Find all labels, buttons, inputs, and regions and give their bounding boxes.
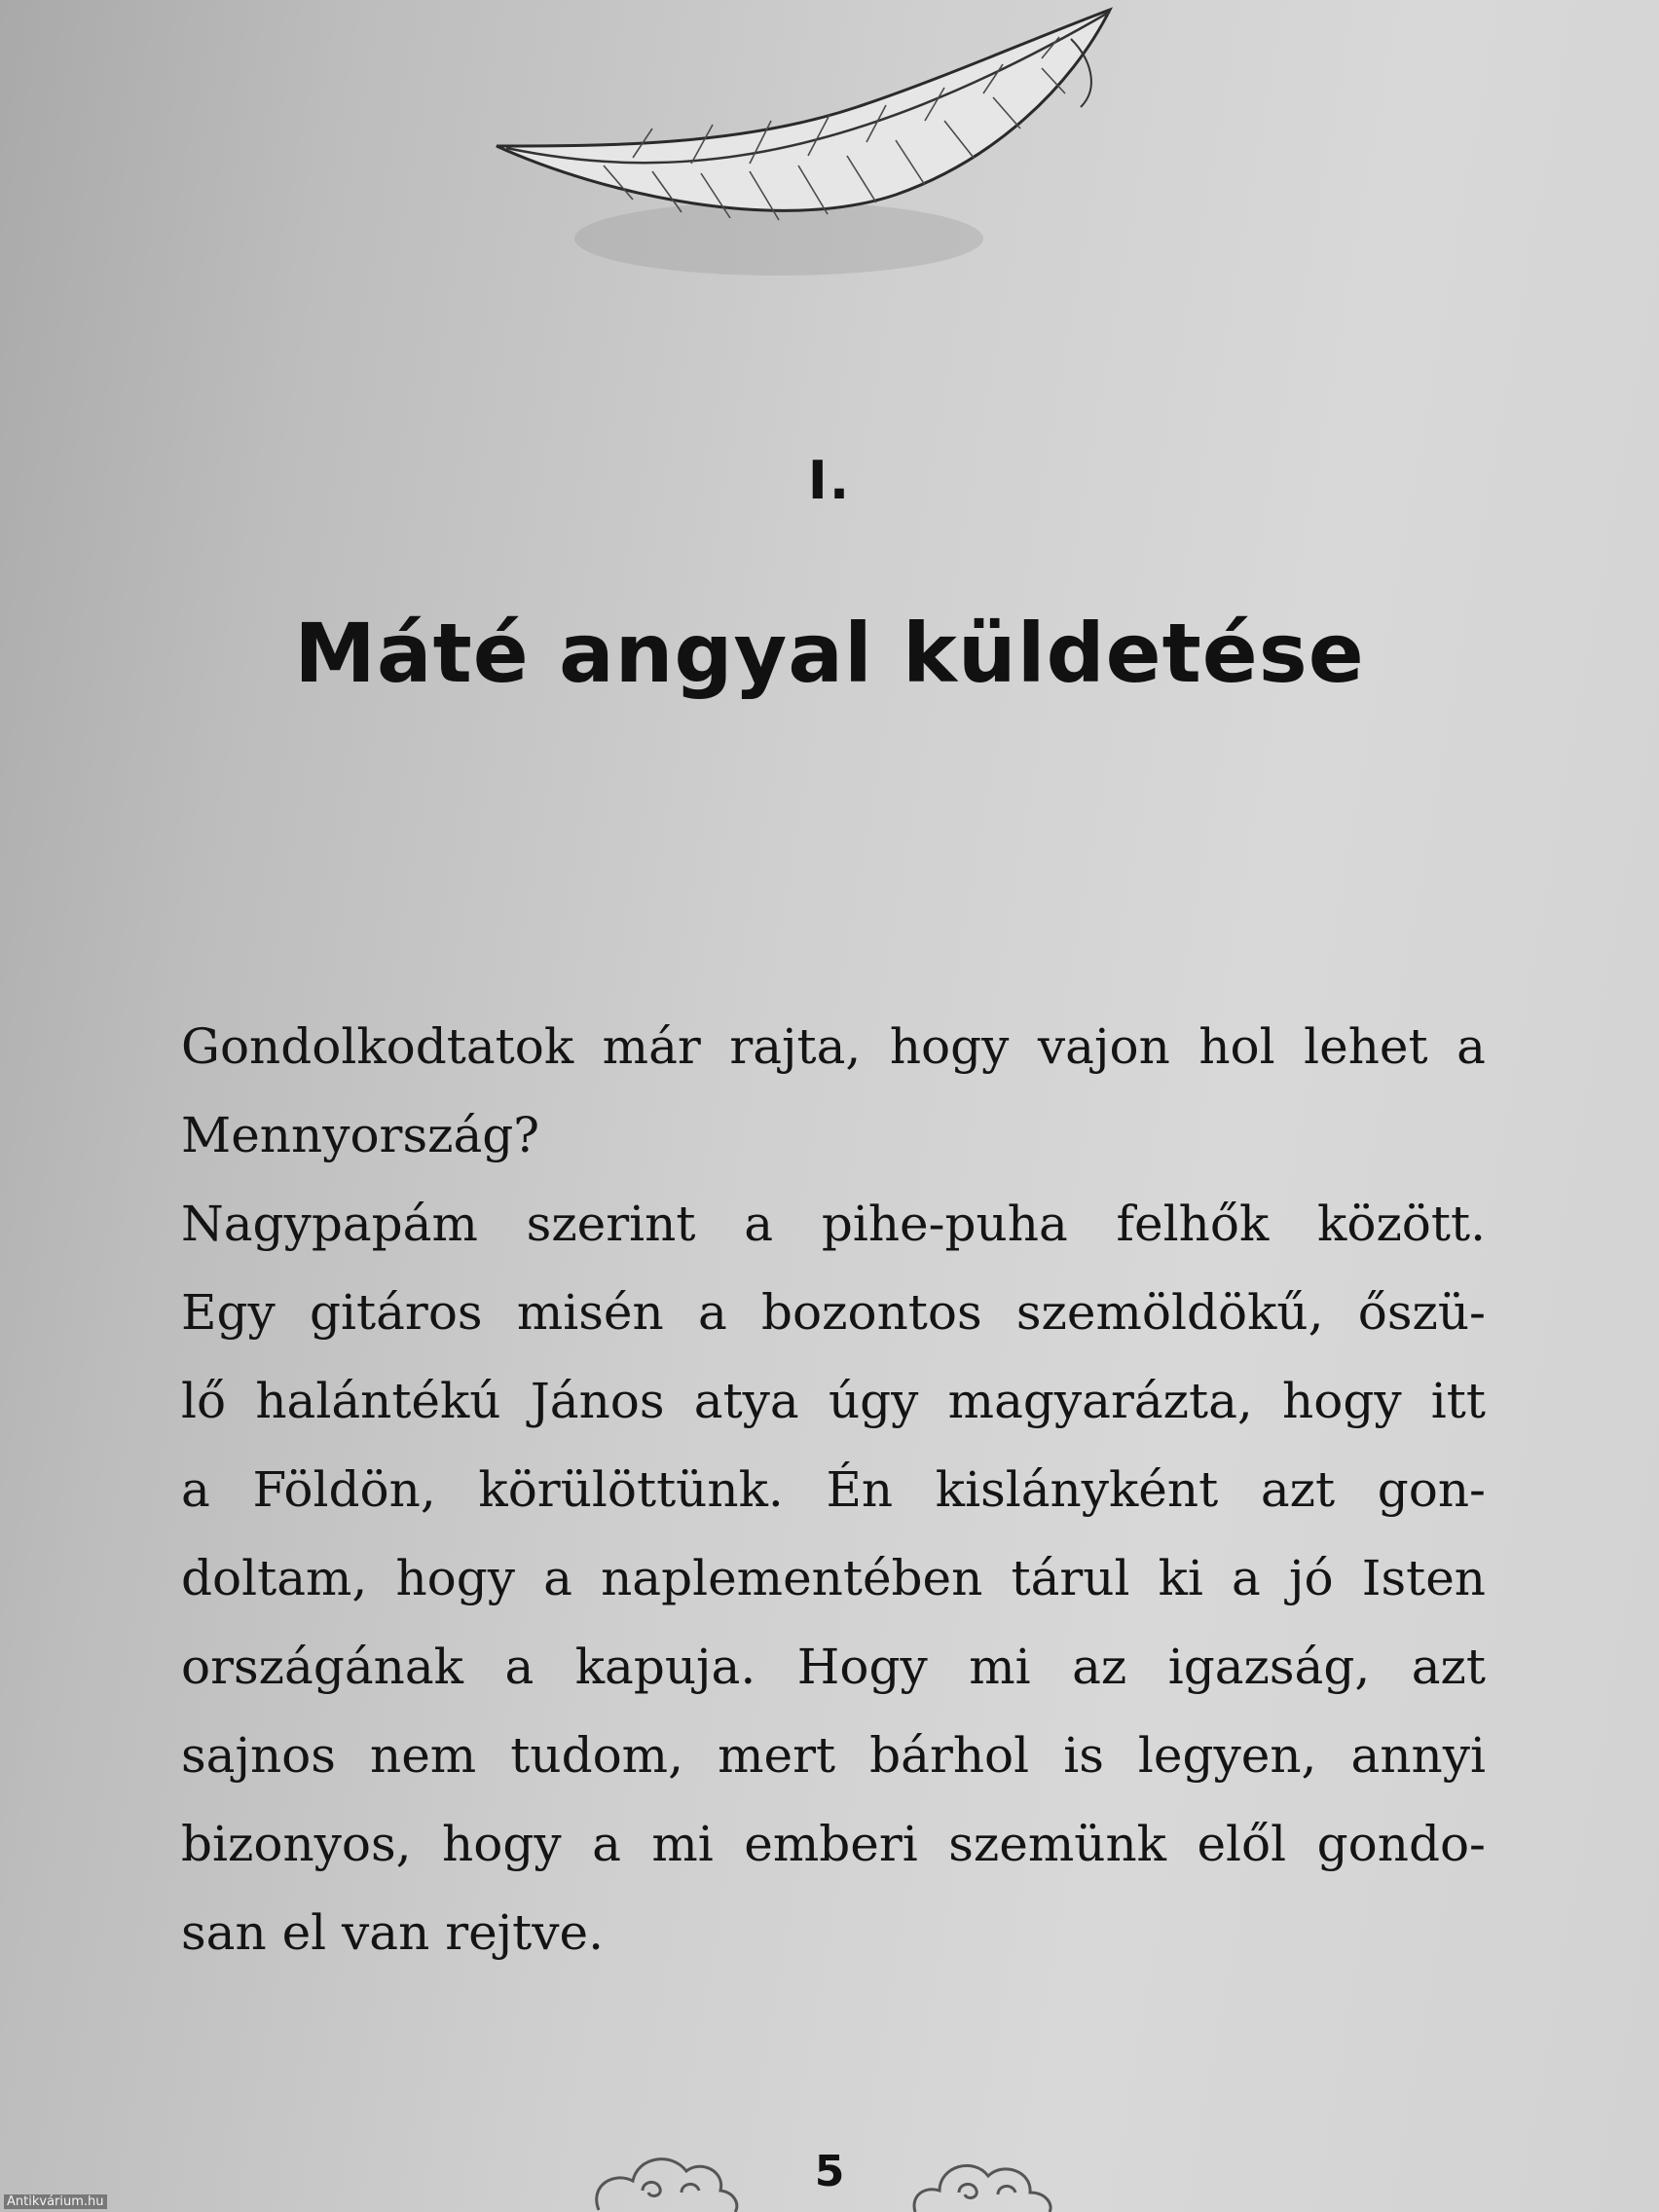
- text-line: [181, 1446, 1486, 1534]
- word: hogy: [1282, 1373, 1402, 1429]
- word: felhők: [1116, 1196, 1270, 1252]
- word: Én: [826, 1461, 894, 1518]
- word: tárul: [1011, 1550, 1130, 1606]
- word: Nagypapám: [181, 1196, 478, 1252]
- text-line: [181, 1180, 1486, 1269]
- word: hogy: [442, 1816, 562, 1872]
- word: a: [592, 1816, 621, 1872]
- word: sajnos: [181, 1727, 336, 1784]
- word: Hogy: [796, 1639, 928, 1695]
- word: legyen,: [1137, 1727, 1317, 1784]
- word: az: [1072, 1639, 1127, 1695]
- word: már: [602, 1018, 701, 1075]
- word: itt: [1430, 1373, 1486, 1429]
- word: naplementében: [601, 1550, 983, 1606]
- word: magyarázta,: [947, 1373, 1253, 1429]
- word: lehet: [1304, 1018, 1428, 1075]
- word: gitáros: [310, 1284, 483, 1341]
- word: igazság,: [1167, 1639, 1371, 1695]
- word: mi: [651, 1816, 714, 1872]
- text-line: [181, 1534, 1486, 1623]
- word: körülöttünk.: [478, 1461, 784, 1518]
- chapter-body-text: [181, 1003, 1486, 1977]
- text-line: san el van rejtve.: [181, 1904, 605, 1961]
- word: hogy: [395, 1550, 515, 1606]
- word: János: [530, 1373, 665, 1429]
- word: ki: [1158, 1550, 1203, 1606]
- word: tudom,: [510, 1727, 683, 1784]
- word: hogy: [889, 1018, 1010, 1075]
- word: emberi: [744, 1816, 918, 1872]
- word: Egy: [181, 1284, 276, 1341]
- chapter-number: I.: [807, 450, 852, 511]
- word: hol: [1198, 1018, 1275, 1075]
- word: úgy: [828, 1373, 919, 1429]
- word: doltam,: [181, 1550, 368, 1606]
- word: országának: [181, 1639, 463, 1695]
- word: bizonyos,: [181, 1816, 412, 1872]
- word: mert: [718, 1727, 836, 1784]
- word: szerint: [526, 1196, 696, 1252]
- word: a: [1232, 1550, 1261, 1606]
- word: annyi: [1350, 1727, 1486, 1784]
- page-number: 5: [814, 2147, 845, 2196]
- word: szemöldökű,: [1015, 1284, 1324, 1341]
- word: a: [744, 1196, 774, 1252]
- word: szemünk: [948, 1816, 1166, 1872]
- text-line: [181, 1269, 1486, 1357]
- word: azt: [1411, 1639, 1486, 1695]
- word: bozontos: [761, 1284, 982, 1341]
- word: azt: [1260, 1461, 1336, 1518]
- word: a: [181, 1461, 210, 1518]
- word: pihe-puha: [821, 1196, 1068, 1252]
- word: is: [1063, 1727, 1104, 1784]
- text-line: Mennyország?: [181, 1107, 540, 1163]
- word: kislányként: [935, 1461, 1219, 1518]
- word: között.: [1317, 1196, 1486, 1252]
- chapter-title: Máté angyal küldetése: [294, 606, 1365, 701]
- word: misén: [516, 1284, 664, 1341]
- word: a: [1456, 1018, 1486, 1075]
- word: atya: [693, 1373, 799, 1429]
- text-line: [181, 1003, 1486, 1091]
- watermark-text: Antikvárium.hu: [4, 2194, 107, 2209]
- word: rajta,: [729, 1018, 862, 1075]
- text-line: [181, 1800, 1486, 1889]
- word: a: [543, 1550, 572, 1606]
- text-line: [181, 1623, 1486, 1712]
- word: gondo-: [1316, 1816, 1486, 1872]
- word: jó: [1288, 1550, 1334, 1606]
- word: kapuja.: [574, 1639, 756, 1695]
- word: Isten: [1361, 1550, 1486, 1606]
- text-line: [181, 1712, 1486, 1800]
- word: őszü-: [1357, 1284, 1486, 1341]
- word: bárhol: [869, 1727, 1030, 1784]
- word: elől: [1197, 1816, 1287, 1872]
- word: a: [697, 1284, 727, 1341]
- word: gon-: [1377, 1461, 1486, 1518]
- word: nem: [370, 1727, 477, 1784]
- word: Földön,: [252, 1461, 436, 1518]
- word: a: [504, 1639, 535, 1695]
- word: Gondolkodtatok: [181, 1018, 574, 1075]
- word: halántékú: [255, 1373, 501, 1429]
- word: mi: [969, 1639, 1031, 1695]
- text-line: [181, 1357, 1486, 1446]
- word: vajon: [1037, 1018, 1170, 1075]
- word: lő: [181, 1373, 227, 1429]
- feather-illustration: [487, 0, 1129, 321]
